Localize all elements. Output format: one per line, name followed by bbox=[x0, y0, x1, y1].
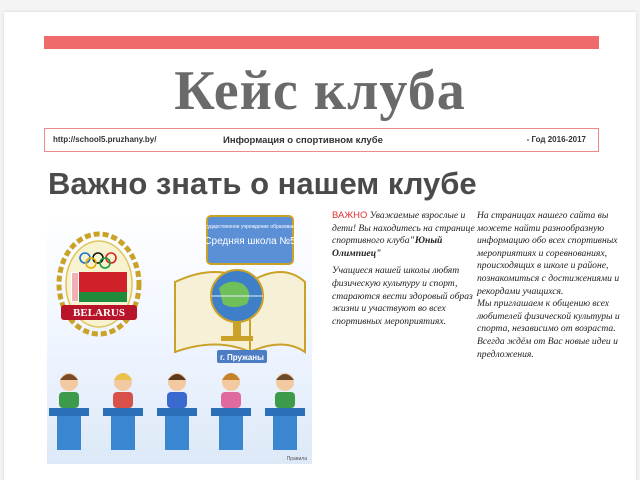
info-bar bbox=[44, 128, 599, 152]
section-title: Важно знать о нашем клубе bbox=[48, 166, 477, 201]
text-column-right bbox=[477, 210, 625, 366]
site-info-paragraph: На страницах нашего сайта вы можете найти разнообразную информацию обо всех спортивных мероприятиях и соревнованиях, происходящих в школе и районе, познакомиться с достижениями и рекордами учащихся. bbox=[477, 210, 620, 297]
pupils-paragraph: Учащиеся нашей школы любят физическую культуру и спорт, стараются вести здоровый образ жизни и участвуют во всех спортивных мероприятиях. bbox=[332, 265, 473, 327]
belarus-emblem-icon bbox=[59, 234, 139, 334]
text-column-left bbox=[332, 210, 477, 333]
city-label: г. Пружаны bbox=[220, 353, 264, 362]
important-label: ВАЖНО bbox=[332, 210, 368, 221]
info-bar-label: Информация о спортивном клубе bbox=[223, 135, 383, 146]
school-name: Средняя школа №5 bbox=[204, 236, 296, 247]
top-accent-rule bbox=[44, 36, 599, 49]
intro-paragraph bbox=[332, 210, 477, 260]
country-label: BELARUS bbox=[73, 307, 125, 319]
page-title: Кейс клуба bbox=[174, 60, 466, 122]
info-bar-year: - Год 2016-2017 bbox=[526, 135, 586, 144]
school-club-illustration bbox=[47, 212, 312, 464]
intro-text: Уважаемые взрослые и дети! Вы находитесь на странице спортивного клуба bbox=[332, 210, 475, 247]
pupils-row-icon bbox=[49, 373, 305, 450]
club-name: "Юный Олимпиец" bbox=[332, 235, 443, 259]
site-url-link[interactable]: http://school5.pruzhany.by/ bbox=[53, 135, 157, 144]
invitation-paragraph: Мы приглашаем к общению всех любителей физической культуры и спорта, независимо от возраста. Всегда ждём от Вас новые идеи и предложения. bbox=[477, 298, 620, 360]
illustration-watermark: Правила bbox=[286, 456, 307, 462]
school-caption: Государственное учреждение образования bbox=[199, 224, 301, 230]
